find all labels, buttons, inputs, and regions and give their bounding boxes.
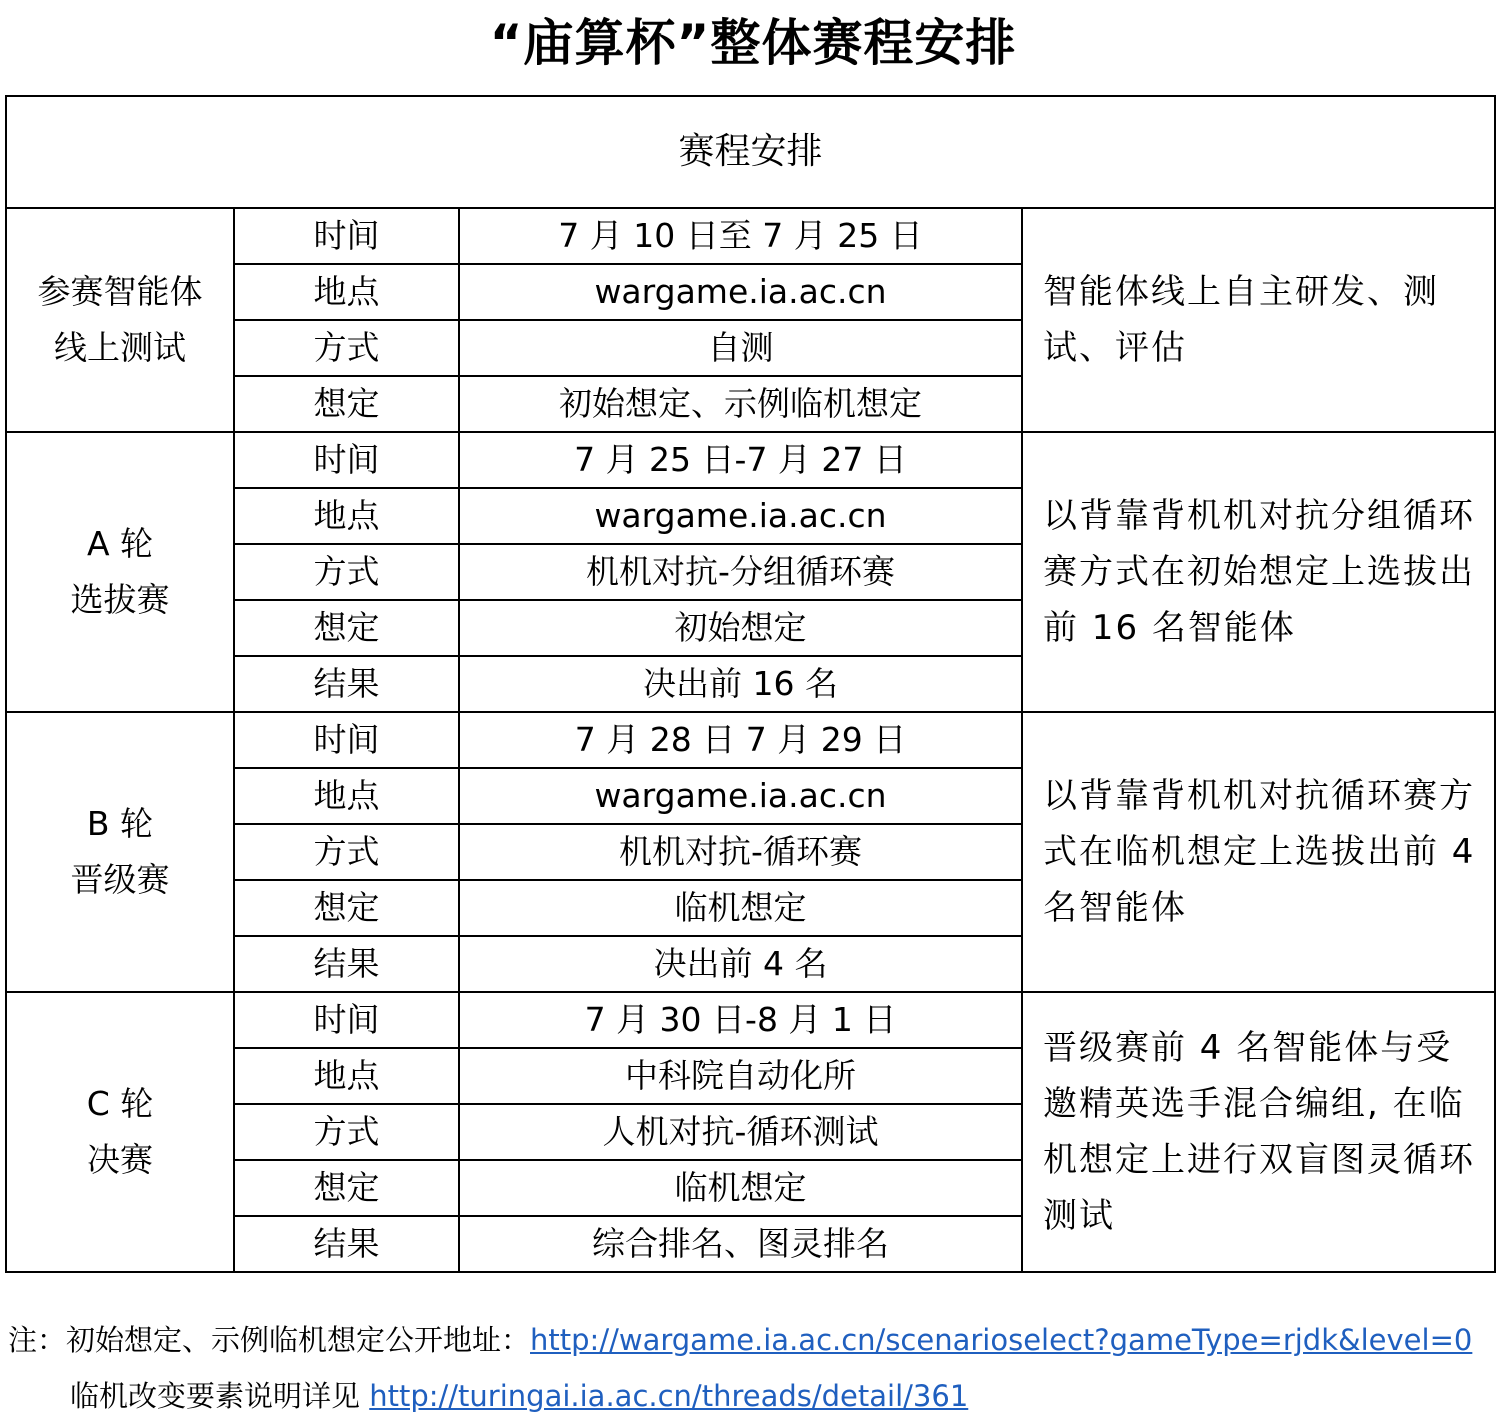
note-line-2 bbox=[8, 1368, 1472, 1424]
row-label: 时间 bbox=[234, 712, 459, 768]
row-label: 方式 bbox=[234, 544, 459, 600]
table-row bbox=[6, 992, 1495, 1048]
row-value: wargame.ia.ac.cn bbox=[459, 768, 1022, 824]
row-value: 机机对抗-循环赛 bbox=[459, 824, 1022, 880]
stage-name: A 轮 选拔赛 bbox=[6, 432, 234, 712]
note-line-1 bbox=[8, 1312, 1472, 1368]
turingai-link[interactable]: http://turingai.ia.ac.cn/threads/detail/361 bbox=[369, 1379, 969, 1413]
row-value: wargame.ia.ac.cn bbox=[459, 264, 1022, 320]
row-label: 结果 bbox=[234, 656, 459, 712]
schedule-table bbox=[5, 95, 1496, 1273]
row-label: 方式 bbox=[234, 824, 459, 880]
table-row bbox=[6, 712, 1495, 768]
scenario-link[interactable]: http://wargame.ia.ac.cn/scenarioselect?gameType=rjdk&level=0 bbox=[530, 1323, 1473, 1357]
row-value: 7 月 30 日-8 月 1 日 bbox=[459, 992, 1022, 1048]
row-label: 方式 bbox=[234, 1104, 459, 1160]
row-value: 7 月 10 日至 7 月 25 日 bbox=[459, 208, 1022, 264]
note-text-1: 注：初始想定、示例临机想定公开地址： bbox=[8, 1323, 531, 1357]
table-row bbox=[6, 432, 1495, 488]
stage-name: C 轮 决赛 bbox=[6, 992, 234, 1272]
page-title: “庙算杯”整体赛程安排 bbox=[489, 14, 1017, 72]
row-value: 人机对抗-循环测试 bbox=[459, 1104, 1022, 1160]
row-label: 时间 bbox=[234, 992, 459, 1048]
stage-description: 以背靠背机机对抗分组循环赛方式在初始想定上选拔出前 16 名智能体 bbox=[1022, 432, 1495, 712]
row-value: 7 月 25 日-7 月 27 日 bbox=[459, 432, 1022, 488]
row-label: 时间 bbox=[234, 432, 459, 488]
row-value: 临机想定 bbox=[459, 880, 1022, 936]
row-label: 想定 bbox=[234, 376, 459, 432]
table-header: 赛程安排 bbox=[6, 96, 1495, 208]
row-value: 初始想定、示例临机想定 bbox=[459, 376, 1022, 432]
row-value: 中科院自动化所 bbox=[459, 1048, 1022, 1104]
table-row bbox=[6, 208, 1495, 264]
row-value: 决出前 16 名 bbox=[459, 656, 1022, 712]
row-value: 综合排名、图灵排名 bbox=[459, 1216, 1022, 1272]
row-label: 地点 bbox=[234, 1048, 459, 1104]
row-value: 机机对抗-分组循环赛 bbox=[459, 544, 1022, 600]
row-label: 地点 bbox=[234, 264, 459, 320]
row-label: 想定 bbox=[234, 600, 459, 656]
stage-description: 晋级赛前 4 名智能体与受邀精英选手混合编组, 在临机想定上进行双盲图灵循环测试 bbox=[1022, 992, 1495, 1272]
row-value: 决出前 4 名 bbox=[459, 936, 1022, 992]
row-label: 方式 bbox=[234, 320, 459, 376]
row-label: 想定 bbox=[234, 880, 459, 936]
stage-name: 参赛智能体 线上测试 bbox=[6, 208, 234, 432]
note-text-2: 临机改变要素说明详见 bbox=[70, 1379, 370, 1413]
stage-name: B 轮 晋级赛 bbox=[6, 712, 234, 992]
row-value: 7 月 28 日 7 月 29 日 bbox=[459, 712, 1022, 768]
row-value: 临机想定 bbox=[459, 1160, 1022, 1216]
row-value: wargame.ia.ac.cn bbox=[459, 488, 1022, 544]
row-label: 想定 bbox=[234, 1160, 459, 1216]
row-value: 初始想定 bbox=[459, 600, 1022, 656]
stage-description: 智能体线上自主研发、测试、评估 bbox=[1022, 208, 1495, 432]
row-label: 地点 bbox=[234, 768, 459, 824]
row-label: 时间 bbox=[234, 208, 459, 264]
row-label: 地点 bbox=[234, 488, 459, 544]
stage-description: 以背靠背机机对抗循环赛方式在临机想定上选拔出前 4 名智能体 bbox=[1022, 712, 1495, 992]
notes bbox=[8, 1312, 1472, 1424]
row-label: 结果 bbox=[234, 936, 459, 992]
row-value: 自测 bbox=[459, 320, 1022, 376]
row-label: 结果 bbox=[234, 1216, 459, 1272]
